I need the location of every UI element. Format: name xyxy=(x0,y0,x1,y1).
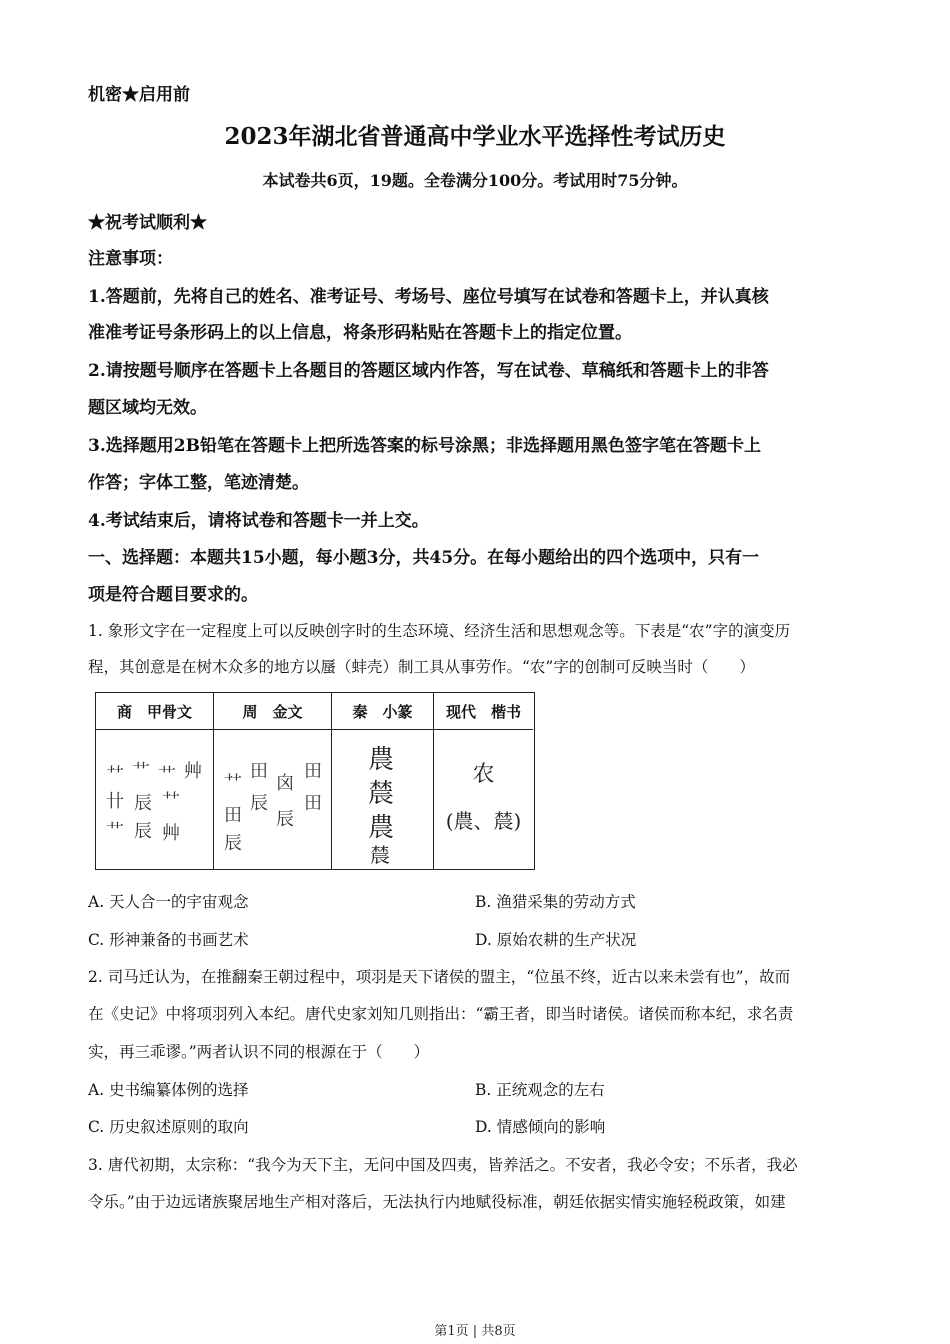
option-d: D. 原始农耕的生产状况 xyxy=(475,931,637,949)
page-footer: 第1页 | 共8页 xyxy=(434,1324,516,1339)
option-c: C. 历史叙述原则的取向 xyxy=(88,1118,249,1136)
question-2-text: 2. 司马迁认为，在推翻秦王朝过程中，项羽是天下诸侯的盟主，“位虽不终，近古以来未尝有也”，故而 xyxy=(88,968,791,986)
notice-line: 2.请按题号顺序在答题卡上各题目的答题区域内作答，写在试卷、草稿纸和答题卡上的非答 xyxy=(88,361,769,381)
confidential-label: 机密★启用前 xyxy=(88,85,190,105)
table-header: 秦 小篆 xyxy=(332,693,433,730)
section-heading: 一、选择题：本题共15小题，每小题3分，共45分。在每小题给出的四个选项中，只有一 xyxy=(88,548,760,568)
question-2-text-cont: 实，再三乖谬。”两者认识不同的根源在于（ ） xyxy=(88,1043,430,1061)
notice-heading: 注意事项： xyxy=(88,249,173,269)
column-small-seal xyxy=(332,693,434,869)
character-evolution-table xyxy=(95,692,535,870)
option-a: A. 史书编纂体例的选择 xyxy=(88,1081,249,1099)
notice-line: 3.选择题用2B铅笔在答题卡上把所选答案的标号涂黑；非选择题用黑色签字笔在答题卡上 xyxy=(88,436,761,456)
modern-character-variants: (農、辳) xyxy=(445,809,522,833)
small-seal-glyphs: 農 辳 農 辳 xyxy=(368,745,395,867)
notice-line: 作答；字体工整，笔迹清楚。 xyxy=(88,473,309,493)
notice-line: 题区域均无效。 xyxy=(88,398,207,418)
bronze-glyphs: ⺿ 田 辰 ⽥ ⾠ 囟 辰 田 ⽥ xyxy=(224,761,322,854)
option-a: A. 天人合一的宇宙观念 xyxy=(88,893,249,911)
table-header: 周 金文 xyxy=(214,693,331,730)
notice-line: 准准考证号条形码上的以上信息，将条形码粘贴在答题卡上的指定位置。 xyxy=(88,323,632,343)
exam-subtitle: 本试卷共6页，19题。全卷满分100分。考试用时75分钟。 xyxy=(262,171,688,190)
modern-character: 农 xyxy=(472,762,495,787)
table-header: 商 甲骨文 xyxy=(96,693,213,730)
section-heading-cont: 项是符合题目要求的。 xyxy=(88,585,258,605)
option-d: D. 情感倾向的影响 xyxy=(475,1118,606,1136)
option-c: C. 形神兼备的书画艺术 xyxy=(88,931,249,949)
column-oracle-bone xyxy=(96,693,214,869)
column-regular-script xyxy=(434,693,533,869)
column-bronze xyxy=(214,693,332,869)
table-header: 现代 楷书 xyxy=(434,693,533,730)
oracle-bone-glyphs: ⺿ 艹 ⺾ 艸 卄 辰 ⺿ 艹 ⾠ 艸 xyxy=(106,761,202,844)
question-3-text: 3. 唐代初期，太宗称：“我今为天下主，无问中国及四夷，皆养活之。不安者，我必令安；不乐者，我必 xyxy=(88,1156,798,1174)
question-1-text: 1. 象形文字在一定程度上可以反映创字时的生态环境、经济生活和思想观念等。下表是“农”字的演变历 xyxy=(88,622,791,640)
question-3-text-cont: 令乐。”由于边远诸族聚居地生产相对落后，无法执行内地赋役标准，朝廷依据实情实施轻税政策，如建 xyxy=(88,1193,786,1211)
question-1-text-cont: 程，其创意是在树木众多的地方以蜃（蚌壳）制工具从事劳作。“农”字的创制可反映当时（ ） xyxy=(88,658,755,676)
notice-line: 4.考试结束后，请将试卷和答题卡一并上交。 xyxy=(88,511,429,531)
page-title: 2023年湖北省普通高中学业水平选择性考试历史 xyxy=(224,123,726,150)
good-luck-line: ★祝考试顺利★ xyxy=(88,213,207,233)
option-b: B. 渔猎采集的劳动方式 xyxy=(475,893,636,911)
option-b: B. 正统观念的左右 xyxy=(475,1081,605,1099)
notice-line: 1.答题前，先将自己的姓名、准考证号、考场号、座位号填写在试卷和答题卡上，并认真核 xyxy=(88,287,769,307)
question-2-text-cont: 在《史记》中将项羽列入本纪。唐代史家刘知几则指出：“霸王者，即当时诸侯。诸侯而称本纪，求名责 xyxy=(88,1005,794,1023)
regular-script-glyphs xyxy=(434,729,533,869)
